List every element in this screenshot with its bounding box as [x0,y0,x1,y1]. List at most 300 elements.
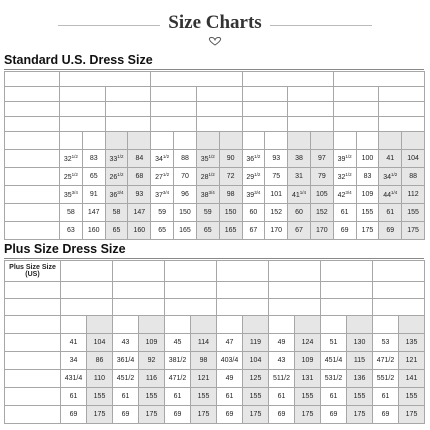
measurement-value-cell: 403/4 [217,352,243,370]
standard-section-title: Standard U.S. Dress Size [4,53,153,67]
unit-header-cell [219,132,242,150]
whole-value: 67 [295,227,303,234]
standard-size-table [4,71,425,240]
measurement-value-cell [174,168,197,186]
measurement-value-cell [151,204,174,222]
measurement-value-cell [82,168,105,186]
whole-value: 150 [224,209,237,216]
measurement-value-cell [60,186,83,204]
whole-value: 34 [383,174,392,181]
whole-value: 68 [135,173,144,180]
size-value-cell [333,117,379,132]
measurement-value-cell: 155 [243,388,269,406]
whole-value: 69 [340,227,349,234]
measurement-value-cell [356,168,379,186]
plus-size-cell [321,261,373,282]
size-value-cell [196,117,242,132]
whole-value: 75 [272,173,281,180]
size-letter-cell [60,72,151,87]
measurement-value-cell [105,222,128,240]
measurement-value-cell [356,186,379,204]
measurement-row [5,168,425,186]
size-value-cell [333,102,379,117]
whole-value: 37 [155,192,163,199]
measurement-value-cell: 124 [295,334,321,352]
size-value-cell [196,102,242,117]
whole-value: 34 [155,156,163,163]
measurement-value-cell [105,186,128,204]
size-value-cell [61,299,113,316]
whole-value: 36 [246,156,255,163]
size-value-cell [373,282,425,299]
measurement-value-cell [333,186,356,204]
measurement-value-cell: 61 [165,388,191,406]
whole-value: 58 [112,209,121,216]
whole-value: 59 [158,209,167,216]
measurement-value-cell: 175 [191,406,217,424]
uk-size-row-label [5,117,60,132]
measurement-value-cell [333,222,356,240]
plus-measurement-row [5,334,425,352]
measurement-label [5,388,61,406]
whole-value: 165 [224,227,237,234]
size-letter-cell [333,72,424,87]
measurement-value-cell [219,168,242,186]
size-value-cell [151,102,197,117]
unit-header-cell [310,132,333,150]
size-value-cell [333,87,379,102]
whole-value: 65 [158,227,167,234]
whole-value: 175 [407,227,419,234]
measurement-value-cell: 109 [295,352,321,370]
measurement-value-cell: 61 [269,388,295,406]
measurement-label [5,370,61,388]
unit-header-cell [347,316,373,334]
size-value-cell [60,87,106,102]
measurement-value-cell [402,186,425,204]
measurement-label [5,334,61,352]
whole-value: 41 [386,155,395,162]
size-value-cell [61,282,113,299]
measurement-value-cell: 551/2 [373,370,399,388]
fraction-value: 1/4 [299,190,307,195]
measurement-value-cell [379,168,402,186]
measurement-value-cell: 49 [269,334,295,352]
measurement-value-cell: 115 [347,352,373,370]
measurement-value-cell [288,204,311,222]
size-value-cell [269,282,321,299]
whole-value: 39 [246,192,255,199]
size-value-cell [151,87,197,102]
size-value-cell [379,117,425,132]
whole-value: 83 [363,173,372,180]
measurement-value-cell [356,222,379,240]
measurement-value-cell: 155 [191,388,217,406]
measurement-value-cell [60,222,83,240]
fraction-value: 3/4 [254,190,261,195]
fraction-value: 1/2 [117,172,124,177]
whole-value: 93 [135,191,144,198]
measurement-value-cell: 155 [87,388,113,406]
measurement-value-cell: 49 [217,370,243,388]
measurement-value-cell: 451/2 [113,370,139,388]
whole-value: 69 [386,227,395,234]
measurement-value-cell [105,168,128,186]
measurement-value-cell [174,150,197,168]
whole-value: 109 [361,191,374,198]
measurement-value-cell: 45 [165,334,191,352]
measurement-value-cell [265,204,288,222]
whole-value: 36 [109,192,118,199]
measurement-value-cell: 451/4 [321,352,347,370]
measurement-row [5,204,425,222]
measurement-value-cell [310,150,333,168]
measurement-value-cell [402,204,425,222]
measurement-value-cell [219,204,242,222]
measurement-value-cell [128,222,151,240]
whole-value: 59 [203,209,212,216]
measurement-value-cell: 104 [87,334,113,352]
plus-size-cell [269,261,321,282]
whole-value: 28 [200,174,209,181]
measurement-value-cell: 175 [243,406,269,424]
measurement-value-cell: 141 [399,370,425,388]
measurement-value-cell [174,186,197,204]
whole-value: 90 [226,155,235,162]
standard-size-row [5,72,425,87]
size-value-cell [269,299,321,316]
measurement-value-cell: 121 [399,352,425,370]
size-value-cell [242,117,288,132]
whole-value: 160 [87,227,100,234]
size-value-cell [321,299,373,316]
measurement-value-cell [82,186,105,204]
measurement-value-cell [265,168,288,186]
plus-europe-size-row-label [5,282,61,299]
whole-value: 88 [409,173,417,180]
measurement-value-cell [174,222,197,240]
whole-value: 70 [181,173,189,180]
measurement-value-cell: 51 [321,334,347,352]
unit-header-cell [128,132,151,150]
measurement-value-cell [242,150,265,168]
measurement-value-cell [196,204,219,222]
unit-header-cell [379,132,402,150]
whole-value: 33 [109,156,118,163]
whole-value: 44 [383,192,392,199]
unit-header-cell [295,316,321,334]
unit-row-label [5,316,61,334]
measurement-value-cell: 471/2 [373,352,399,370]
fraction-value: 3/4 [71,190,78,195]
measurement-label [5,150,60,168]
measurement-value-cell: 155 [295,388,321,406]
whole-value: 39 [337,156,346,163]
measurement-value-cell: 69 [269,406,295,424]
whole-value: 61 [340,209,349,216]
measurement-value-cell [402,222,425,240]
unit-header-cell [61,316,87,334]
measurement-value-cell [333,150,356,168]
fraction-value: 1/2 [71,154,78,159]
measurement-value-cell [402,168,425,186]
unit-header-cell [333,132,356,150]
measurement-value-cell: 361/4 [113,352,139,370]
measurement-value-cell: 41 [61,334,87,352]
unit-header-cell [243,316,269,334]
whole-value: 32 [63,156,72,163]
measurement-value-cell: 116 [139,370,165,388]
plus-measurement-row [5,388,425,406]
measurement-value-cell [356,204,379,222]
measurement-value-cell: 135 [399,334,425,352]
measurement-value-cell: 109 [139,334,165,352]
measurement-value-cell [128,204,151,222]
unit-header-cell [191,316,217,334]
measurement-value-cell [105,150,128,168]
measurement-value-cell: 175 [295,406,321,424]
plus-uk-size-row-label [5,299,61,316]
size-value-cell [105,117,151,132]
size-value-cell [151,117,197,132]
measurement-value-cell [219,186,242,204]
fraction-value: 3/4 [208,190,215,195]
size-value-cell [288,102,334,117]
measurement-value-cell [402,150,425,168]
measurement-value-cell [128,186,151,204]
measurement-value-cell: 61 [61,388,87,406]
whole-value: 96 [181,191,189,198]
whole-value: 160 [133,227,146,234]
plus-europe-size-row [5,282,425,299]
unit-header-cell [196,132,219,150]
measurement-value-cell [356,150,379,168]
measurement-value-cell [379,150,402,168]
whole-value: 27 [155,174,163,181]
measurement-row [5,150,425,168]
measurement-value-cell [105,204,128,222]
measurement-value-cell [242,222,265,240]
whole-value: 25 [63,174,72,181]
unit-header-cell [165,316,191,334]
whole-value: 104 [407,155,419,162]
unit-header-cell [269,316,295,334]
plus-size-label [5,261,61,282]
measurement-value-cell: 69 [113,406,139,424]
plus-size-cell [113,261,165,282]
plus-size-table [4,260,425,424]
fraction-value: 1/2 [345,154,352,159]
measurement-value-cell [151,150,174,168]
whole-value: 38 [295,155,303,162]
whole-value: 65 [203,227,212,234]
plus-size-row [5,261,425,282]
size-value-cell [165,299,217,316]
unit-header-cell [82,132,105,150]
whole-value: 58 [67,209,75,216]
unit-header-cell [151,132,174,150]
measurement-value-cell [82,204,105,222]
size-value-cell [321,282,373,299]
standard-section-divider [4,69,424,70]
measurement-value-cell [219,222,242,240]
measurement-value-cell: 47 [217,334,243,352]
measurement-value-cell: 104 [243,352,269,370]
heart-ornament-icon [206,36,224,46]
measurement-value-cell [82,222,105,240]
whole-value: 65 [89,173,98,180]
measurement-value-cell: 175 [139,406,165,424]
plus-size-label-main: Plus Size Size [9,264,56,271]
measurement-value-cell [174,204,197,222]
plus-measurement-row [5,406,425,424]
fraction-value: 1/2 [162,154,170,159]
measurement-value-cell: 61 [217,388,243,406]
measurement-value-cell: 69 [321,406,347,424]
unit-header-cell [288,132,311,150]
whole-value: 100 [361,155,374,162]
fraction-value: 1/2 [254,172,261,177]
plus-uk-size-row [5,299,425,316]
measurement-value-cell: 136 [347,370,373,388]
measurement-label [5,204,60,222]
fraction-value: 3/4 [345,190,352,195]
unit-header-cell [356,132,379,150]
size-value-cell [242,87,288,102]
measurement-value-cell [310,222,333,240]
size-value-cell [196,87,242,102]
page-title: Size Charts [168,12,262,33]
measurement-value-cell: 53 [373,334,399,352]
unit-row-label [5,132,60,150]
europe-size-row-label [5,102,60,117]
measurement-value-cell [219,150,242,168]
whole-value: 32 [337,174,346,181]
unit-header-cell [60,132,83,150]
measurement-value-cell [60,150,83,168]
europe-size-row [5,102,425,117]
plus-unit-header-row [5,316,425,334]
measurement-row [5,186,425,204]
size-letter-cell [242,72,333,87]
unit-header-cell [321,316,347,334]
measurement-value-cell [333,204,356,222]
fraction-value: 1/2 [345,172,352,177]
measurement-label [5,352,61,370]
measurement-value-cell [128,168,151,186]
unit-header-cell [402,132,425,150]
whole-value: 42 [337,192,346,199]
measurement-value-cell: 114 [191,334,217,352]
whole-value: 97 [317,155,326,162]
fraction-value: 1/2 [71,172,78,177]
plus-size-cell [165,261,217,282]
size-value-cell [113,299,165,316]
unit-header-cell [399,316,425,334]
whole-value: 101 [270,191,283,198]
whole-value: 98 [226,191,235,198]
measurement-value-cell: 43 [113,334,139,352]
measurement-value-cell: 431/4 [61,370,87,388]
measurement-value-cell [196,150,219,168]
measurement-value-cell: 121 [191,370,217,388]
whole-value: 83 [89,155,98,162]
measurement-value-cell: 471/2 [165,370,191,388]
whole-value: 165 [179,227,191,234]
plus-measurement-row [5,370,425,388]
measurement-value-cell [310,204,333,222]
measurement-value-cell: 61 [113,388,139,406]
measurement-value-cell: 155 [399,388,425,406]
whole-value: 35 [200,156,209,163]
size-value-cell [60,102,106,117]
unit-header-cell [139,316,165,334]
size-value-cell [288,117,334,132]
whole-value: 147 [87,209,100,216]
fraction-value: 1/2 [208,154,215,159]
measurement-value-cell: 175 [399,406,425,424]
us-size-row-label [5,87,60,102]
measurement-value-cell: 175 [347,406,373,424]
measurement-label [5,406,61,424]
measurement-value-cell [82,150,105,168]
unit-header-cell [265,132,288,150]
plus-size-cell [373,261,425,282]
measurement-value-cell [151,186,174,204]
whole-value: 155 [361,209,374,216]
whole-value: 105 [316,191,328,198]
whole-value: 175 [361,227,374,234]
whole-value: 63 [67,227,75,234]
measurement-value-cell [265,222,288,240]
measurement-value-cell: 119 [243,334,269,352]
plus-measurement-row [5,352,425,370]
measurement-value-cell: 125 [243,370,269,388]
size-value-cell [242,102,288,117]
measurement-value-cell: 130 [347,334,373,352]
measurement-value-cell [288,168,311,186]
measurement-value-cell: 86 [87,352,113,370]
fraction-value: 1/2 [117,154,124,159]
size-charts-header [0,0,430,50]
measurement-value-cell [151,168,174,186]
whole-value: 152 [270,209,283,216]
fraction-value: 1/2 [208,172,215,177]
whole-value: 155 [407,209,419,216]
measurement-value-cell [151,222,174,240]
measurement-value-cell: 69 [373,406,399,424]
whole-value: 29 [246,174,255,181]
whole-value: 60 [295,209,303,216]
measurement-value-cell [242,186,265,204]
unit-header-cell [242,132,265,150]
measurement-value-cell [60,168,83,186]
measurement-value-cell [60,204,83,222]
plus-size-cell [217,261,269,282]
size-letter-cell [151,72,242,87]
fraction-value: 3/4 [162,190,170,195]
measurement-value-cell: 43 [269,352,295,370]
measurement-value-cell: 511/2 [269,370,295,388]
measurement-value-cell [310,186,333,204]
measurement-value-cell: 131 [295,370,321,388]
size-value-cell [217,299,269,316]
measurement-value-cell: 155 [347,388,373,406]
header-divider-left [58,25,160,26]
size-value-cell [113,282,165,299]
fraction-value: 1/2 [391,172,398,177]
measurement-value-cell: 381/2 [165,352,191,370]
